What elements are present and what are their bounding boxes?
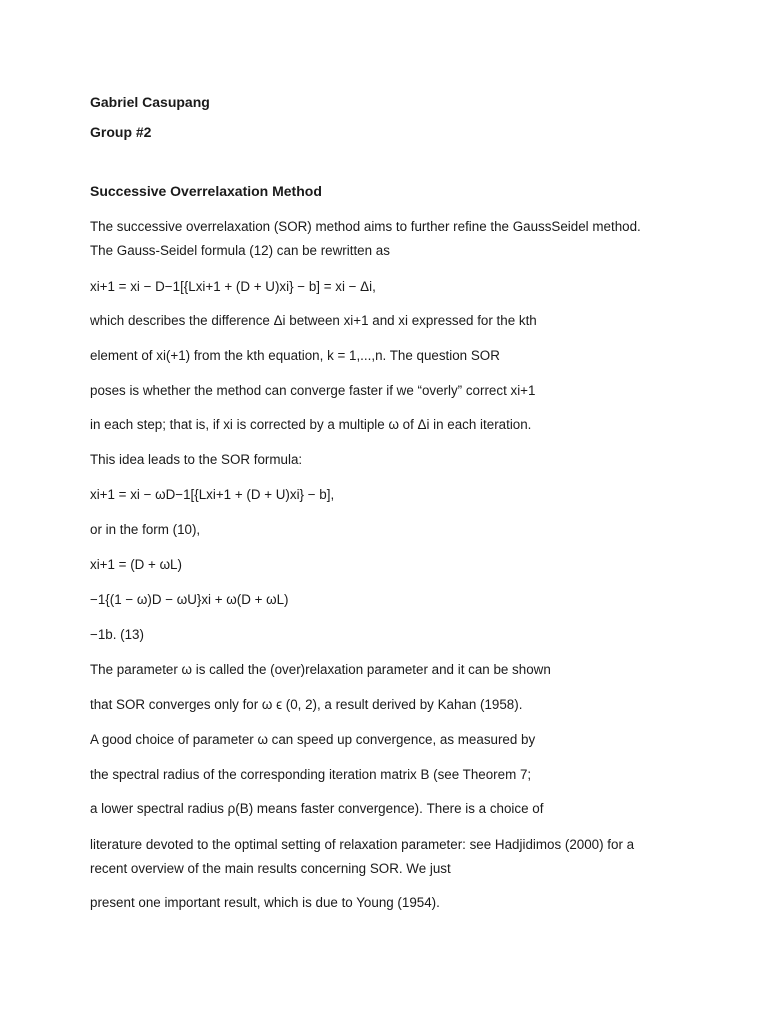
paragraph-line: which describes the difference Δi between xi+1 and xi expressed for the kth [90,313,537,328]
paragraph-line: the spectral radius of the corresponding iteration matrix B (see Theorem 7; [90,767,532,782]
formula-line: −1{(1 − ω)D − ωU}xi + ω(D + ωL) [90,592,289,607]
paragraph-line: element of xi(+1) from the kth equation, k = 1,...,n. The question SOR [90,348,500,363]
paragraph-line: The successive overrelaxation (SOR) method aims to further refine the GaussSeidel method. [90,219,641,234]
formula-line: xi+1 = xi − ωD−1[{Lxi+1 + (D + U)xi} − b], [90,487,335,502]
section-heading: Successive Overrelaxation Method [90,183,322,199]
formula-line: xi+1 = (D + ωL) [90,557,182,572]
formula-line: −1b. (13) [90,627,144,642]
author-name: Gabriel Casupang [90,94,210,110]
paragraph-line: present one important result, which is due to Young (1954). [90,895,440,910]
paragraph-line: poses is whether the method can converge faster if we “overly” correct xi+1 [90,383,536,398]
paragraph-line: This idea leads to the SOR formula: [90,452,303,467]
paragraph-line: literature devoted to the optimal setting of relaxation parameter: see Hadjidimos (2000) for a [90,837,635,852]
formula-line: xi+1 = xi − D−1[{Lxi+1 + (D + U)xi} − b] = xi − Δi, [90,279,376,294]
paragraph-line: a lower spectral radius ρ(B) means faster convergence). There is a choice of [90,801,544,816]
paragraph-line: recent overview of the main results concerning SOR. We just [90,861,451,876]
paragraph-line: or in the form (10), [90,522,201,537]
paragraph-line: The Gauss-Seidel formula (12) can be rewritten as [90,243,390,258]
paragraph-line: in each step; that is, if xi is corrected by a multiple ω of Δi in each iteration. [90,417,532,432]
paragraph-line: The parameter ω is called the (over)relaxation parameter and it can be shown [90,662,551,677]
paragraph-line: that SOR converges only for ω ϵ (0, 2), a result derived by Kahan (1958). [90,697,523,712]
group-label: Group #2 [90,124,152,140]
paragraph-line: A good choice of parameter ω can speed up convergence, as measured by [90,732,536,747]
